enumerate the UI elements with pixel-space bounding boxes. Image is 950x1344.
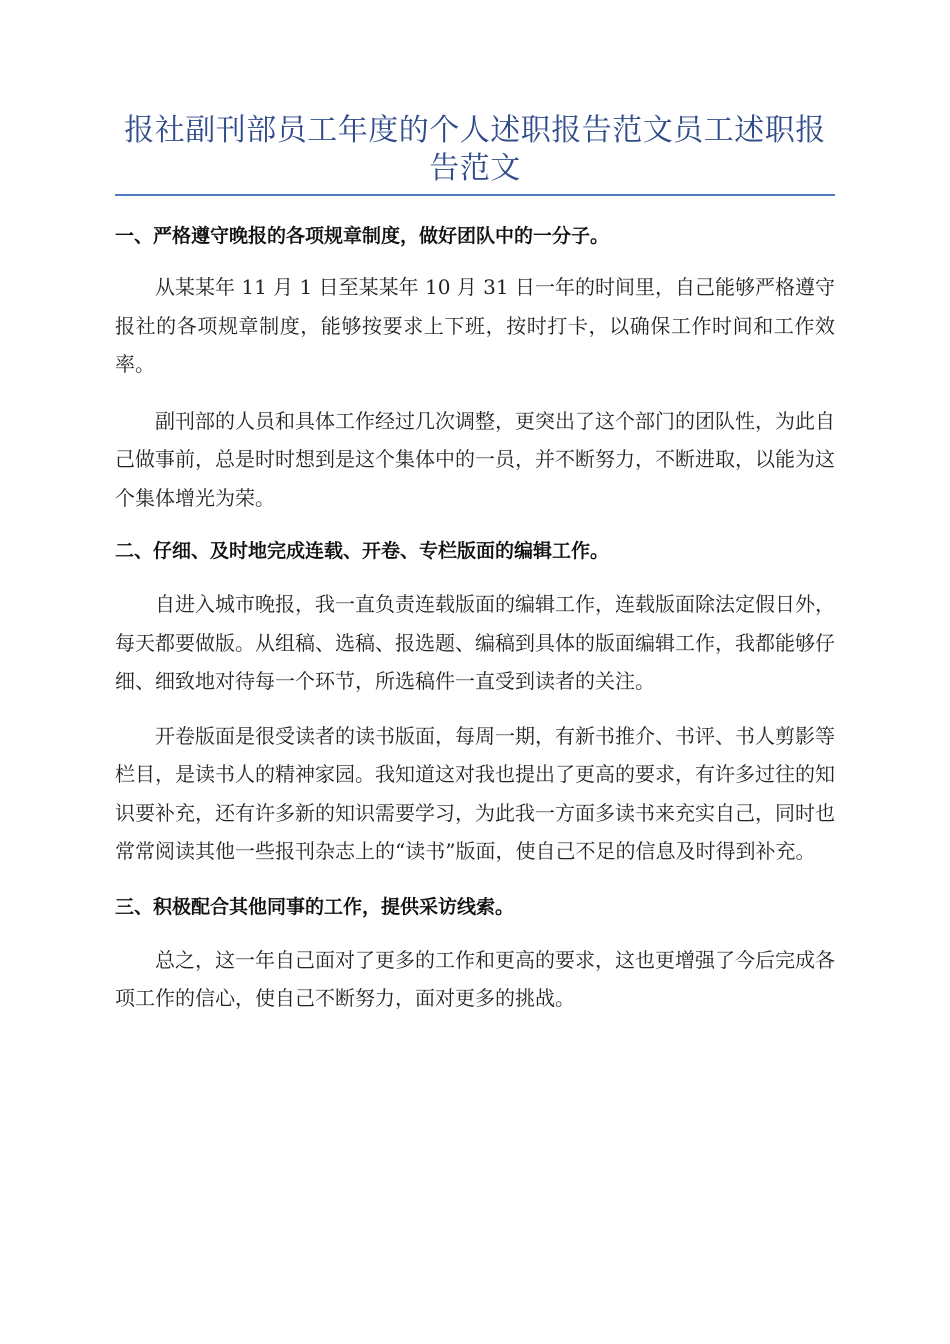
section-1-paragraph-1: 从某某年 11 月 1 日至某某年 10 月 31 日一年的时间里，自己能够严格遵守报社的各项规章制度，能够按要求上下班，按时打卡，以确保工作时间和工作效率。 <box>115 275 835 376</box>
section-2-paragraph-2: 开卷版面是很受读者的读书版面，每周一期，有新书推介、书评、书人剪影等栏目，是读书人的精神家园。我知道这对我也提出了更高的要求，有许多过往的知识要补充，还有许多新的知识需要学习，为此我一方面多读书来充实自己，同时也常常阅读其他一些报刊杂志上的“读书”版面，使自己不足的信息及时得到补充。 <box>115 723 835 863</box>
document-page <box>115 112 835 1018</box>
title-underline <box>115 194 835 196</box>
section-heading-1: 一、严格遵守晚报的各项规章制度，做好团队中的一分子。 <box>115 225 610 247</box>
section-2-paragraph-1: 自进入城市晚报，我一直负责连载版面的编辑工作，连载版面除法定假日外，每天都要做版。从组稿、选稿、报选题、编稿到具体的版面编辑工作，我都能够仔细、细致地对待每一个环节，所选稿件一直受到读者的关注。 <box>115 592 835 693</box>
section-heading-2: 二、仔细、及时地完成连载、开卷、专栏版面的编辑工作。 <box>115 540 610 562</box>
document-title: 报社副刊部员工年度的个人述职报告范文员工述职报告范文 <box>124 113 826 186</box>
section-3-paragraph-1: 总之，这一年自己面对了更多的工作和更高的要求，这也更增强了今后完成各项工作的信心，使自己不断努力，面对更多的挑战。 <box>115 947 835 1010</box>
section-1-paragraph-2: 副刊部的人员和具体工作经过几次调整，更突出了这个部门的团队性，为此自己做事前，总是时时想到是这个集体中的一员，并不断努力，不断进取，以能为这个集体增光为荣。 <box>115 408 835 510</box>
section-heading-3: 三、积极配合其他同事的工作，提供采访线索。 <box>115 895 515 918</box>
